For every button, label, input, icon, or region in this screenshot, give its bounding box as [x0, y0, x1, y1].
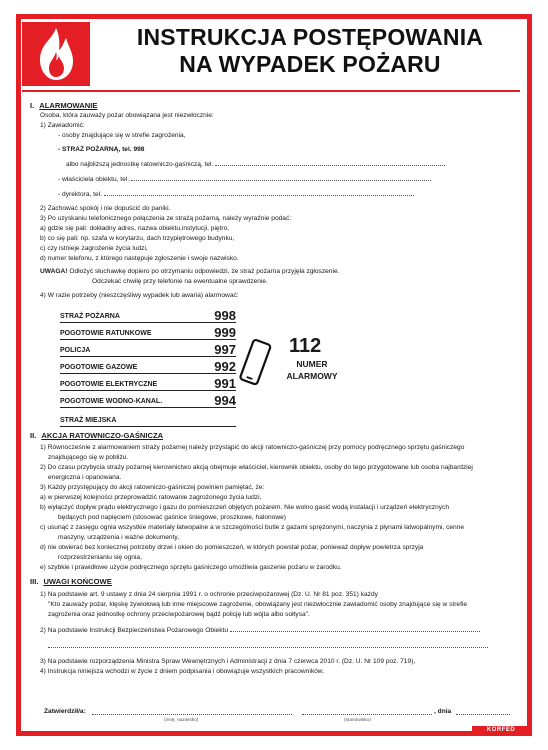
- s2-p2b: energiczna i opanowana.: [48, 474, 122, 481]
- s2-p2a: 2) Do czasu przybycia straży pożarnej kierownictwo akcją obejmuje właściciel, kierownik obiektu, osoby do tego przygotowane lub osoba najbardziej: [40, 464, 473, 471]
- owner-line: - właściciela obiektu, tel.: [30, 174, 520, 185]
- section-2-heading: II. AKCJA RATOWNICZO-GAŚNICZA: [30, 431, 164, 440]
- name-caption: (imię, nazwisko): [164, 718, 199, 723]
- emergency-row: STRAŻ POŻARNA 998: [60, 308, 236, 323]
- director-line: - dyrektora, tel.: [30, 189, 520, 200]
- s3-p4: 4) Instrukcja niniejsza wchodzi w życie z dniem podpisania i obowiązuje wszystkich pracowników.: [40, 668, 325, 675]
- date-label: , dnia: [434, 708, 452, 715]
- title-divider: [22, 90, 520, 92]
- s3-p2-continuation: [30, 641, 520, 652]
- step-3d: d) numer telefonu, z którego następuje zgłoszenie i swoje nazwisko.: [40, 255, 239, 262]
- s2-p3a: a) w pierwszej kolejności przeprowadzić ratowanie zagrożonego życia ludzi,: [40, 494, 262, 501]
- alarm-number-label: NUMER ALARMOWY: [286, 359, 338, 381]
- title-line-2: NA WYPADEK POŻARU: [179, 51, 441, 77]
- step-3a: a) gdzie się pali: dokładny adres, nazwa obiektu,instytucji, piętro,: [40, 225, 230, 232]
- step-3b: b) co się pali: np. szafa w korytarzu, dach trzypiętrowego budynku,: [40, 235, 235, 242]
- emergency-row: POGOTOWIE RATUNKOWE 999: [60, 325, 236, 340]
- s2-p1b: znajdującego się w pobliżu.: [48, 454, 129, 461]
- smartphone-icon: [237, 338, 273, 388]
- s2-p1a: 1) Równocześnie z alarmowaniem straży pożarnej należy przystąpić do akcji ratowniczo-gaśniczej przy pomocy podręcznego sprzętu gaśniczego: [40, 444, 465, 451]
- s2-p3b1: b) wyłączyć dopływ prądu elektrycznego i gazu do pomieszczeń objętych pożarem. Nie wolno gasić wodą instalacji i urządzeń elektrycznych: [40, 504, 450, 511]
- step-4: 4) W razie potrzeby (nieszczęśliwy wypadek lub awaria) alarmować:: [40, 292, 239, 299]
- step-2: 2) Zachować spokój i nie dopuścić do paniki.: [40, 205, 171, 212]
- step-3c: c) czy istnieje zagrożenie życia ludzi,: [40, 245, 148, 252]
- document-title: [100, 24, 520, 78]
- date-field[interactable]: [456, 708, 510, 715]
- flame-icon: [22, 22, 90, 86]
- s3-p1b: "Kto zauważy pożar, klęskę żywiołową lub inne miejscowe zagrożenie, obowiązany jest niezwłocznie zawiadomić osoby znajdujące się w strefie: [48, 601, 468, 608]
- s2-p3e: e) szybkie i prawidłowe użycie podręcznego sprzętu gaśniczego umożliwia gaszenie pożaru w zarodku.: [40, 564, 342, 571]
- section-3-heading: III. UWAGI KOŃCOWE: [30, 577, 112, 586]
- emergency-row: POGOTOWIE ELEKTRYCZNE 991: [60, 376, 236, 391]
- s3-p3: 3) Na podstawie rozporządzenia Ministra Spraw Wewnętrznych i Administracji z dnia 7 czerwca 2010 r. (Dz. U. Nr 109 poz. 719),: [40, 658, 416, 665]
- alarm-number: 112: [289, 335, 322, 357]
- fire-safety-instruction-field[interactable]: [230, 625, 480, 632]
- alarm-number-block: [237, 336, 349, 392]
- nearest-unit-line: albo najbliższą jednostkę ratowniczo-gaśniczą, tel.: [30, 159, 520, 170]
- s2-p3: 3) Każdy przystępujący do akcji ratowniczo-gaśniczej powinien pamiętać, że:: [40, 484, 265, 491]
- emergency-row: POLICJA 997: [60, 342, 236, 357]
- fire-service-line: - STRAŻ POŻARNĄ, tel. 998: [58, 146, 145, 153]
- s2-p3c1: c) usunąć z zasięgu ognia wszystkie materiały łatwopalne a w szczególności butle z gazami sprężonymi, naczynia z płynami łatwopalnymi, cenne: [40, 524, 465, 531]
- s3-p2: 2) Na podstawie Instrukcji Bezpieczeństwa Pożarowego Obiektu: [30, 625, 520, 636]
- approver-name-field[interactable]: [92, 708, 292, 715]
- fire-safety-instruction-field-2[interactable]: [48, 641, 488, 648]
- s2-p3d1: d) nie otwierać bez koniecznej potrzeby drzwi i okien do pomieszczeń, w których powstał pożar, ponieważ dopływ powietrza sprzyja: [40, 544, 424, 551]
- warning-line-2: Odczekać chwilę przy telefonie na ewentualne sprawdzenie.: [92, 278, 268, 285]
- fire-logo: [22, 22, 90, 86]
- s2-p3b2: będących pod napięciem (stosować gaśnice śniegowe, proszkowe, halonowe): [58, 514, 286, 521]
- notify-zone: - osoby znajdujące się w strefie zagrożenia,: [58, 132, 186, 139]
- emergency-row: POGOTOWIE WODNO-KANAL. 994: [60, 393, 236, 408]
- emergency-numbers-list: [60, 307, 236, 427]
- s2-p3d2: rozprzestrzenianiu się ognia,: [58, 554, 142, 561]
- director-phone-field[interactable]: [104, 189, 414, 196]
- owner-phone-field[interactable]: [131, 174, 431, 181]
- position-field[interactable]: [302, 708, 432, 715]
- s3-p1a: 1) Na podstawie art. 9 ustawy z dnia 24 sierpnia 1991 r. o ochronie przeciwpożarowej (Dz. U. Nr 81 poz. 351) każdy: [40, 591, 378, 598]
- step-1: 1) Zawiadomić:: [40, 122, 85, 129]
- s2-p3c2: maszyny, urządzenia i ważne dokumenty,: [58, 534, 180, 541]
- approved-label: Zatwierdził/a:: [44, 708, 86, 715]
- emergency-row: STRAŻ MIEJSKA: [60, 411, 236, 427]
- title-line-1: INSTRUKCJA POSTĘPOWANIA: [136, 24, 484, 50]
- position-caption: (stanowisko): [344, 718, 371, 723]
- nearest-unit-phone-field[interactable]: [215, 159, 445, 166]
- section-1-intro: Osoba, która zauważy pożar obowiązana jest niezwłocznie:: [40, 112, 214, 119]
- s3-p1c: zagrożenia oraz jednostkę ochrony przeciwpożarowej bądź policję lub wójta albo sołtysa".: [48, 611, 310, 618]
- section-1-heading: I. ALARMOWANIE: [30, 101, 98, 110]
- brand-label: KORFED: [472, 726, 530, 735]
- emergency-row: POGOTOWIE GAZOWE 992: [60, 359, 236, 374]
- step-3: 3) Po uzyskaniu telefonicznego połączenia ze strażą pożarną, należy wyraźnie podać:: [40, 215, 292, 222]
- warning-line: UWAGA! Odłożyć słuchawkę dopiero po otrzymaniu odpowiedzi, że straż pożarna przyjęła zgłoszenie.: [40, 268, 340, 275]
